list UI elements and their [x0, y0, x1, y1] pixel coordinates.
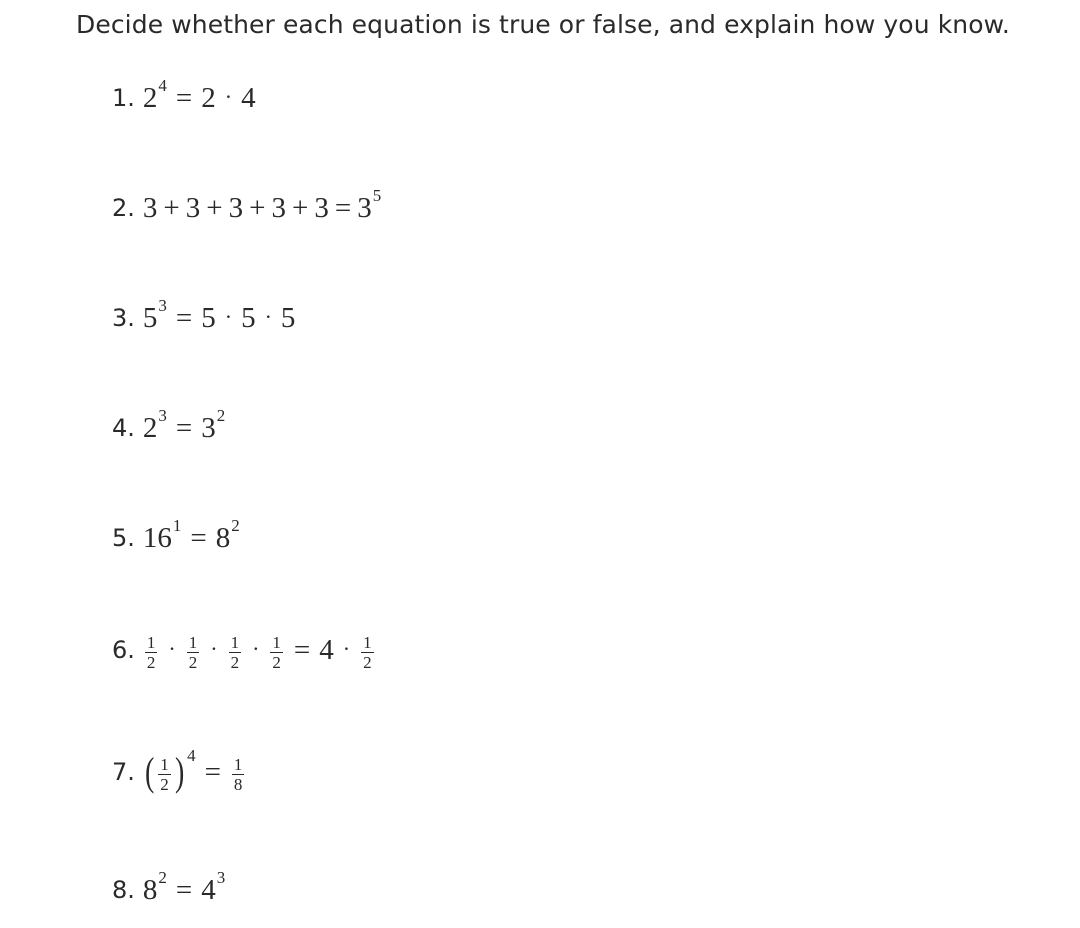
rhs-exponent: 5 — [372, 186, 382, 205]
equation — [142, 406, 226, 445]
equals-sign: = — [293, 633, 311, 666]
lhs-term: 3 — [142, 191, 158, 224]
problem-number: 6. — [112, 636, 135, 664]
problem-number: 5. — [112, 524, 135, 552]
rhs-exponent: 2 — [231, 516, 240, 535]
multiply-dot: · — [168, 636, 176, 661]
problem-6 — [112, 620, 376, 680]
plus-sign: + — [249, 191, 266, 224]
plus-sign: + — [163, 191, 180, 224]
multiply-dot: · — [224, 304, 233, 329]
rhs-base: 4 — [201, 873, 216, 906]
problem-2 — [112, 178, 381, 238]
lhs-base: 2 — [142, 81, 158, 114]
lhs-exponent: 2 — [158, 868, 167, 887]
lhs-term: 3 — [228, 191, 244, 224]
denominator: 2 — [363, 652, 372, 672]
numerator: 1 — [146, 632, 156, 652]
denominator: 2 — [272, 652, 281, 672]
instructions-text: Decide whether each equation is true or false, and explain how you know. — [76, 10, 1010, 39]
equals-sign: = — [334, 191, 352, 224]
problem-8 — [112, 860, 225, 920]
equation — [142, 186, 382, 225]
numerator: 1 — [188, 632, 198, 652]
numerator: 1 — [272, 632, 281, 652]
lhs-base: 2 — [142, 411, 158, 444]
fraction — [270, 634, 283, 671]
denominator: 2 — [160, 774, 169, 794]
problem-4 — [112, 398, 225, 458]
denominator: 8 — [233, 774, 243, 794]
equals-sign: = — [175, 301, 193, 334]
equation — [142, 76, 256, 115]
numerator: 1 — [160, 754, 169, 774]
denominator: 2 — [188, 652, 198, 672]
lhs-exponent: 4 — [158, 76, 167, 95]
fraction — [187, 634, 200, 671]
equals-sign: = — [190, 521, 207, 554]
problem-number: 3. — [112, 304, 135, 332]
lhs-term: 3 — [185, 191, 201, 224]
rhs-term: 5 — [280, 301, 296, 334]
multiply-dot: · — [264, 304, 272, 329]
equation — [142, 868, 226, 907]
multiply-dot: · — [252, 636, 260, 661]
plus-sign: + — [206, 191, 223, 224]
lhs-base: 5 — [142, 301, 158, 334]
lhs-base: 8 — [142, 873, 158, 906]
multiply-dot: · — [210, 636, 218, 661]
numerator: 1 — [363, 632, 372, 652]
numerator: 1 — [230, 632, 240, 652]
rhs-exponent: 2 — [216, 406, 226, 425]
equation — [142, 296, 296, 335]
problem-5 — [112, 508, 240, 568]
equals-sign: = — [175, 873, 193, 906]
fraction — [158, 756, 171, 793]
denominator: 2 — [230, 652, 240, 672]
problem-number: 2. — [112, 194, 135, 222]
lhs-exponent: 3 — [158, 296, 167, 315]
rhs-exponent: 3 — [216, 868, 226, 887]
lhs-term: 3 — [314, 191, 329, 224]
equation — [143, 746, 247, 796]
multiply-dot: · — [342, 636, 351, 661]
problem-number: 4. — [112, 414, 135, 442]
rhs-coefficient: 4 — [319, 633, 334, 666]
lhs-exponent: 1 — [172, 516, 182, 535]
lhs-exponent: 3 — [158, 406, 167, 425]
equals-sign: = — [204, 755, 221, 788]
rhs-base: 3 — [201, 411, 216, 444]
problem-3 — [112, 288, 295, 348]
rhs-term: 5 — [201, 301, 216, 334]
lhs-base: 16 — [142, 521, 172, 554]
rhs-term: 4 — [241, 81, 256, 114]
fraction — [145, 634, 158, 671]
multiply-dot: · — [224, 84, 233, 109]
problem-number: 8. — [112, 876, 135, 904]
problem-number: 1. — [112, 84, 135, 112]
numerator: 1 — [233, 754, 243, 774]
problem-7 — [112, 742, 246, 802]
fraction — [229, 634, 242, 671]
equals-sign: = — [175, 411, 193, 444]
lhs-term: 3 — [271, 191, 286, 224]
problem-number: 7. — [112, 758, 135, 786]
lhs-exponent: 4 — [187, 746, 196, 765]
problem-1 — [112, 68, 256, 128]
rhs-term: 5 — [241, 301, 256, 334]
fraction — [232, 756, 245, 793]
close-paren: ) — [174, 748, 185, 794]
fraction — [361, 634, 374, 671]
equals-sign: = — [175, 81, 193, 114]
denominator: 2 — [146, 652, 156, 672]
rhs-term: 2 — [201, 81, 216, 114]
plus-sign: + — [291, 191, 309, 224]
rhs-base: 8 — [215, 521, 231, 554]
equation — [142, 516, 240, 555]
equation — [143, 632, 376, 672]
rhs-base: 3 — [357, 191, 372, 224]
open-paren: ( — [144, 748, 155, 794]
